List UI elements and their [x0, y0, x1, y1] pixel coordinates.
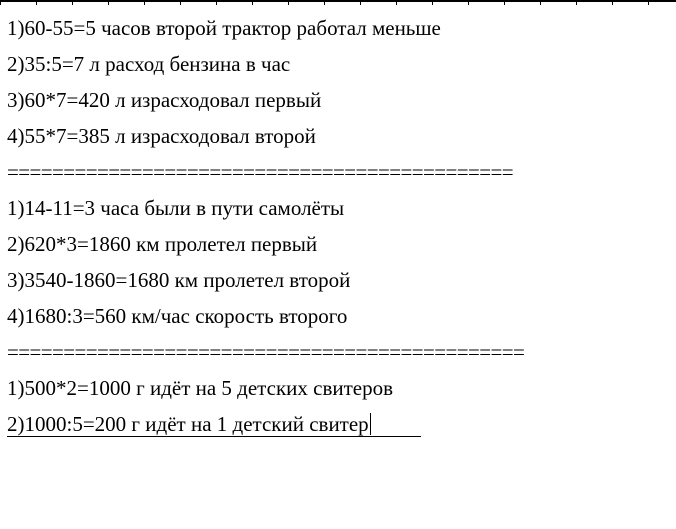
problem3-step2-row[interactable]	[7, 412, 371, 436]
problem1-step1: 1)60-55=5 часов второй трактор работал меньше	[7, 16, 441, 40]
problem2-step2: 2)620*3=1860 км пролетел первый	[7, 232, 318, 256]
top-ruler-ticks	[0, 0, 676, 5]
problem3-step1: 1)500*2=1000 г идёт на 5 детских свитеров	[7, 376, 394, 400]
problem1-step4: 4)55*7=385 л израсходовал второй	[7, 124, 316, 148]
separator-line-2: ==============================================	[7, 340, 525, 364]
problem1-step2: 2)35:5=7 л расход бензина в час	[7, 52, 291, 76]
problem2-step4: 4)1680:3=560 км/час скорость второго	[7, 304, 348, 328]
problem3-step2: 2)1000:5=200 г идёт на 1 детский свитер	[7, 412, 369, 436]
problem2-step1: 1)14-11=3 часа были в пути самолёты	[7, 196, 345, 220]
problem1-step3: 3)60*7=420 л израсходовал первый	[7, 88, 322, 112]
separator-line-1: =============================================	[7, 160, 513, 184]
text-cursor	[370, 413, 371, 435]
last-line-underline	[7, 436, 421, 437]
problem2-step3: 3)3540-1860=1680 км пролетел второй	[7, 268, 351, 292]
